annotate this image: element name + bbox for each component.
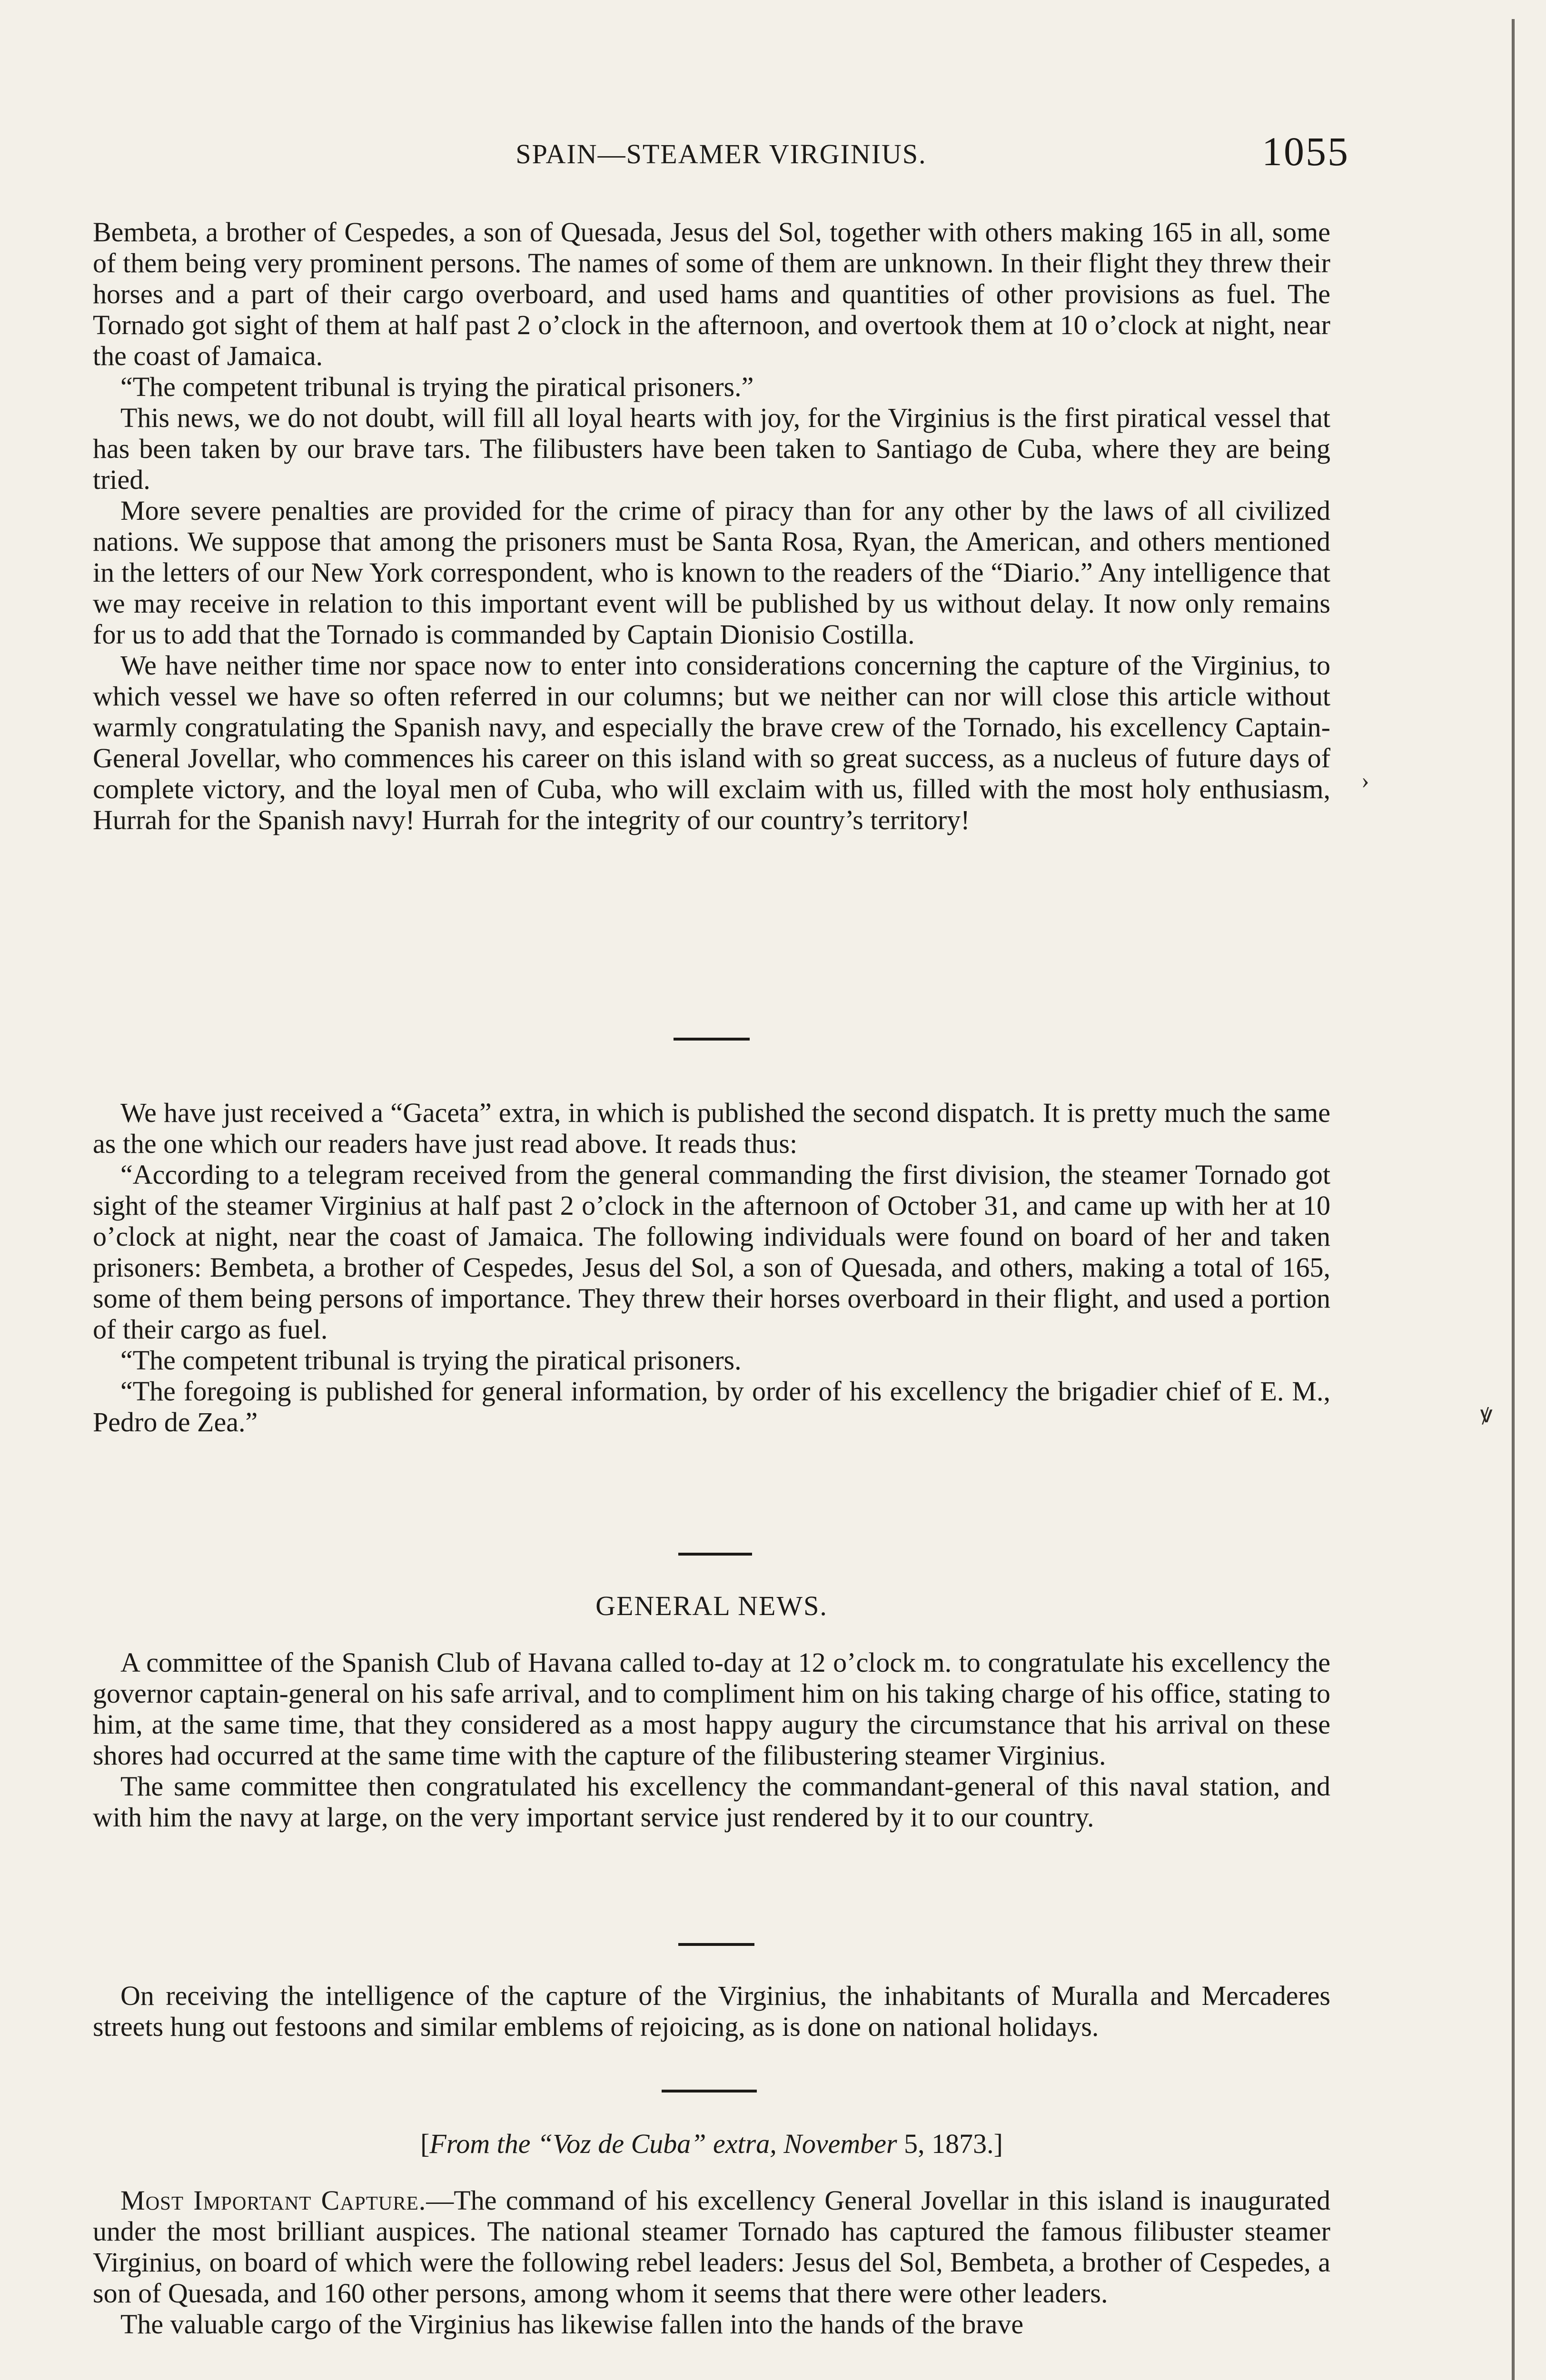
- voz-de-cuba-section: [93, 2185, 1330, 2340]
- section-continuation: [93, 217, 1330, 835]
- running-head: SPAIN—STEAMER VIRGINIUS.: [515, 139, 927, 169]
- page-header: [93, 128, 1349, 180]
- paragraph: We have just received a “Gaceta” extra, in which is published the second dispatch. It is pretty much the same as the one which our readers have just read above. It reads thus:: [93, 1097, 1330, 1159]
- margin-mark: ꝟ: [1480, 1401, 1493, 1428]
- source-extra: ” extra, November: [691, 2128, 897, 2159]
- paragraph: “The foregoing is published for general information, by order of his excellency the brigadier chief of E. M., Pedro de Zea.”: [93, 1376, 1330, 1438]
- lead-in: Most Important Capture.: [120, 2185, 426, 2216]
- paragraph: Bembeta, a brother of Cespedes, a son of Quesada, Jesus del Sol, together with others making 165 in all, some of them being very prominent persons. The names of some of them are unknown. In their flight they threw their horses and a part of their cargo overboard, and used hams and quantities of other provisions as fuel. The Tornado got sight of them at half past 2 o’clock in the afternoon, and overtook them at 10 o’clock at night, near the coast of Jamaica.: [93, 217, 1330, 371]
- paragraph: “The competent tribunal is trying the piratical prisoners.: [120, 1345, 742, 1376]
- rejoicing-section: [93, 1980, 1330, 2042]
- paragraph: “According to a telegram received from the general commanding the first division, the steamer Tornado got sight of the steamer Virginius at half past 2 o’clock in the afternoon of October 31, and came up with her at 10 o’clock at night, near the coast of Jamaica. The following individuals were found on board of her and taken prisoners: Bembeta, a brother of Cespedes, Jesus del Sol, a son of Quesada, and others, making a total of 165, some of them being persons of importance. They threw their horses overboard in their flight, and used a portion of their cargo as fuel.: [93, 1159, 1330, 1345]
- paragraph-body: —The command of his excellency General Jovellar in this island is inaugurated under the most brilliant auspices. The national steamer Tornado has captured the famous filibuster steamer Virginius, on board of which were the following rebel leaders: Jesus del Sol, Bembeta, a brother of Cespedes, a son of Quesada, and 160 other persons, among whom it seems that there were other leaders.: [93, 2185, 1331, 2309]
- paragraph: This news, we do not doubt, will fill all loyal hearts with joy, for the Virginius is the first piratical vessel that has been taken by our brave tars. The filibusters have been taken to Santiago de Cuba, where they are being tried.: [93, 402, 1330, 495]
- section-divider: [678, 1943, 754, 1946]
- section-divider: [678, 1553, 752, 1556]
- paragraph: The same committee then congratulated his excellency the commandant-general of this naval station, and with him the navy at large, on the very important service just rendered by it to our country.: [93, 1771, 1330, 1833]
- source-from: From the “: [429, 2128, 553, 2159]
- binding-edge: [1512, 19, 1515, 2380]
- source-paper: Voz de Cuba: [553, 2128, 691, 2159]
- source-attribution: [93, 2128, 1330, 2160]
- section-divider: [662, 2090, 757, 2092]
- margin-mark: ›: [1361, 767, 1369, 793]
- source-date: 5, 1873.: [897, 2128, 994, 2159]
- source-bracket-close: ]: [993, 2128, 1003, 2159]
- gaceta-extra-section: [93, 1097, 1330, 1438]
- paragraph: On receiving the intelligence of the capture of the Virginius, the inhabitants of Muralla and Mercaderes streets hung out festoons and similar emblems of rejoicing, as is done on national holidays.: [93, 1980, 1330, 2042]
- paragraph: A committee of the Spanish Club of Havana called to-day at 12 o’clock m. to congratulate his excellency the governor captain-general on his safe arrival, and to compliment him on his taking charge of his office, stating to him, at the same time, that they considered as a most happy augury the circumstance that his arrival on these shores had occurred at the same time with the capture of the filibustering steamer Virginius.: [93, 1647, 1330, 1771]
- paragraph: We have neither time nor space now to enter into considerations concerning the capture of the Virginius, to which vessel we have so often referred in our columns; but we neither can nor will close this article without warmly congratulating the Spanish navy, and especially the brave crew of the Tornado, his excellency Captain-General Jovellar, who commences his career on this island with so great success, as a nucleus of future days of complete victory, and the loyal men of Cuba, who will exclaim with us, filled with the most holy enthusiasm, Hurrah for the Spanish navy! Hurrah for the integrity of our country’s territory!: [93, 650, 1330, 835]
- paragraph: “The competent tribunal is trying the piratical prisoners.”: [120, 371, 754, 402]
- section-divider: [674, 1038, 750, 1041]
- paragraph: [93, 2185, 1330, 2309]
- general-news-heading: GENERAL NEWS.: [595, 1590, 828, 1621]
- paragraph: The valuable cargo of the Virginius has likewise fallen into the hands of the brave: [120, 2309, 1024, 2340]
- source-bracket-open: [: [420, 2128, 430, 2159]
- paragraph: More severe penalties are provided for the crime of piracy than for any other by the laws of all civilized nations. We suppose that among the prisoners must be Santa Rosa, Ryan, the American, and others mentioned in the letters of our New York correspondent, who is known to the readers of the “Diario.” Any intelligence that we may receive in relation to this important event will be published by us without delay. It now only remains for us to add that the Tornado is commanded by Captain Dionisio Costilla.: [93, 495, 1330, 650]
- page-number: 1055: [1262, 129, 1349, 174]
- general-news-section: [93, 1647, 1330, 1833]
